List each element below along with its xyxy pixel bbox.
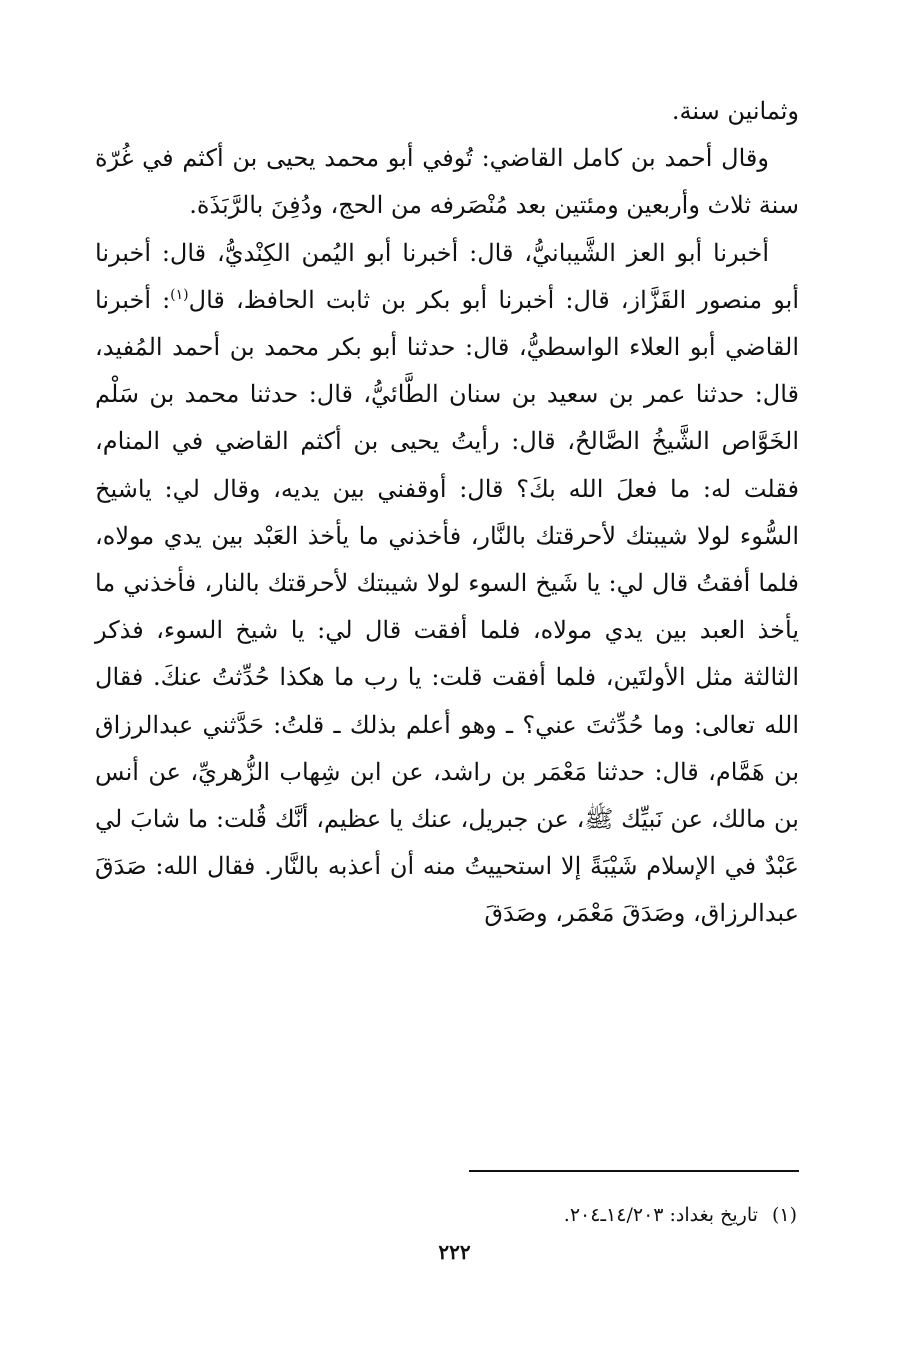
page-number: ٢٢٢ bbox=[438, 1240, 471, 1264]
footnote-divider bbox=[469, 1170, 799, 1172]
paragraph-2 bbox=[95, 135, 799, 229]
paragraph-text: وقال أحمد بن كامل القاضي: تُوفي أبو محمد يحيى بن أكثم في غُرّة سنة ثلاث وأربعين ومئتين بعد مُنْصَرفه من الحج، ودُفِنَ بالرَّبَذَة. bbox=[95, 144, 799, 220]
paragraph-3 bbox=[95, 230, 799, 938]
paragraph-1 bbox=[95, 88, 799, 135]
footnote-text: تاريخ بغداد: ١٤/٢٠٣ـ٢٠٤. bbox=[563, 1204, 758, 1226]
paragraph-text: وثمانين سنة. bbox=[671, 97, 799, 125]
footnote-reference: (١) bbox=[170, 286, 189, 303]
paragraph-text-start: أخبرنا أبو العز الشَّيبانيُّ، قال: أخبرنا أبو اليُمن الكِنْديُّ، قال: أخبرنا أبو منصور القَزَّاز، قال: أخبرنا أبو بكر بن ثابت الحافظ، قال bbox=[95, 238, 799, 314]
paragraph-text-rest: : أخبرنا القاضي أبو العلاء الواسطيُّ، قال: حدثنا أبو بكر محمد بن أحمد المُفيد، قال: حدثنا عمر بن سعيد بن سنان الطَّائيُّ، قال: حدثنا محمد بن سَلْم الخَوَّاص الشَّيخُ الصَّالحُ، قال: رأيتُ يحيى بن أكثم القاضي في المنام، فقلت له: ما فعلَ الله بكَ؟ قال: أوقفني بين يديه، وقال لي: ياشيخ السُّوء لولا شيبتك لأحرقتك بالنَّار، فأخذني ما يأخذ العَبْد بين يدي مولاه، فلما أفقتُ قال لي: يا شَيخ السوء لولا شيبتك لأحرقتك بالنار، فأخذني ما يأخذ العبد بين يدي مولاه، فلما أفقت قال لي: يا شيخ السوء، فذكر الثالثة مثل الأولتَين، فلما أفقت قلت: يا رب ما هكذا حُدِّثتُ عنكَ. فقال الله تعالى: وما حُدِّثتَ عني؟ ـ وهو أعلم بذلك ـ قلتُ: حَدَّثني عبدالرزاق بن هَمَّام، قال: حدثنا مَعْمَر بن راشد، عن ابن شِهاب الزُّهريِّ، عن أنس بن مالك، عن نَبيِّك ﷺ، عن جبريل، عنك يا عظيم، أنَّك قُلت: ما شابَ لي عَبْدٌ في الإسلام شَيْبَةً إلا استحييتُ منه أن أعذبه بالنَّار. فقال الله: صَدَقَ عبدالرزاق، وصَدَقَ مَعْمَر، وصَدَقَ bbox=[95, 285, 799, 928]
footnote bbox=[95, 1202, 797, 1228]
main-text bbox=[95, 88, 799, 938]
footnote-number: (١) bbox=[771, 1204, 797, 1226]
